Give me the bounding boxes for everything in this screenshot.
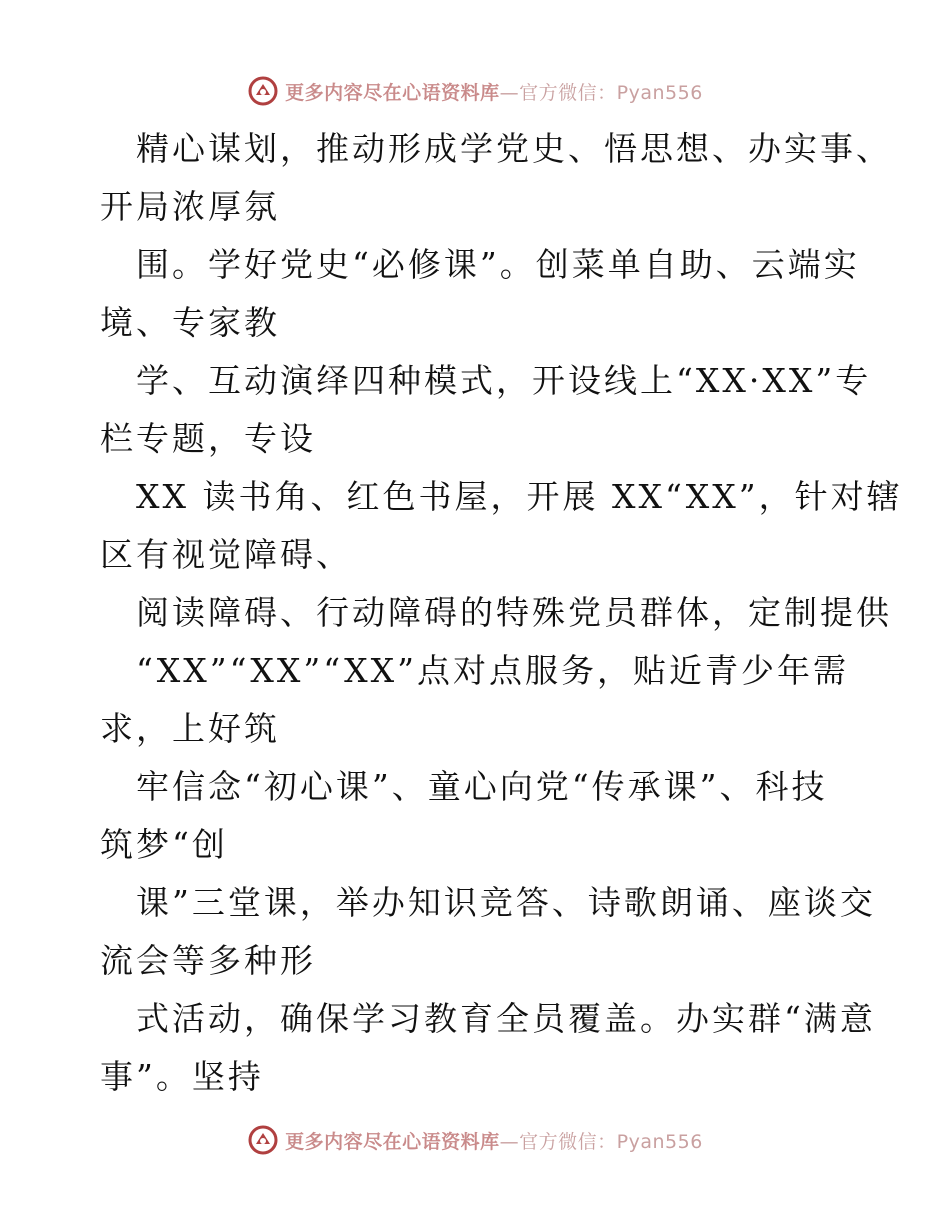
text-line: 牢信念“初心课”、童心向党“传承课”、科技	[136, 767, 828, 806]
watermark-text: 更多内容尽在心语资料库—官方微信：Pyan556	[285, 1130, 703, 1153]
watermark-banner-bottom	[0, 1120, 950, 1160]
text-line: “XX”“XX”“XX”点对点服务，贴近青少年需	[136, 651, 849, 690]
text-line: 式活动，确保学习教育全员覆盖。办实群“满意	[136, 999, 876, 1038]
watermark-banner-top	[0, 71, 950, 111]
text-line: 求，上好筑	[100, 709, 280, 748]
text-line: XX 读书角、红色书屋，开展 XX“XX”，针对辖	[136, 477, 903, 516]
text-line: 事”。坚持	[100, 1057, 264, 1096]
text-line: 开局浓厚氛	[100, 187, 280, 226]
text-line: 境、专家教	[100, 303, 280, 342]
logo-icon	[247, 75, 279, 107]
text-line: 栏专题，专设	[100, 419, 316, 458]
text-line: 精心谋划，推动形成学党史、悟思想、办实事、	[136, 129, 892, 168]
text-line: 阅读障碍、行动障碍的特殊党员群体，定制提供	[136, 593, 892, 632]
text-line: 学、互动演绎四种模式，开设线上“XX·XX”专	[136, 361, 872, 400]
text-line: 围。学好党史“必修课”。创菜单自助、云端实	[136, 245, 860, 284]
watermark-text: 更多内容尽在心语资料库—官方微信：Pyan556	[285, 81, 703, 104]
document-body	[100, 120, 903, 1106]
text-line: 流会等多种形	[100, 941, 316, 980]
logo-icon	[247, 1124, 279, 1156]
text-line: 筑梦“创	[100, 825, 228, 864]
text-line: 区有视觉障碍、	[100, 535, 352, 574]
text-line: 课”三堂课，举办知识竞答、诗歌朗诵、座谈交	[136, 883, 876, 922]
